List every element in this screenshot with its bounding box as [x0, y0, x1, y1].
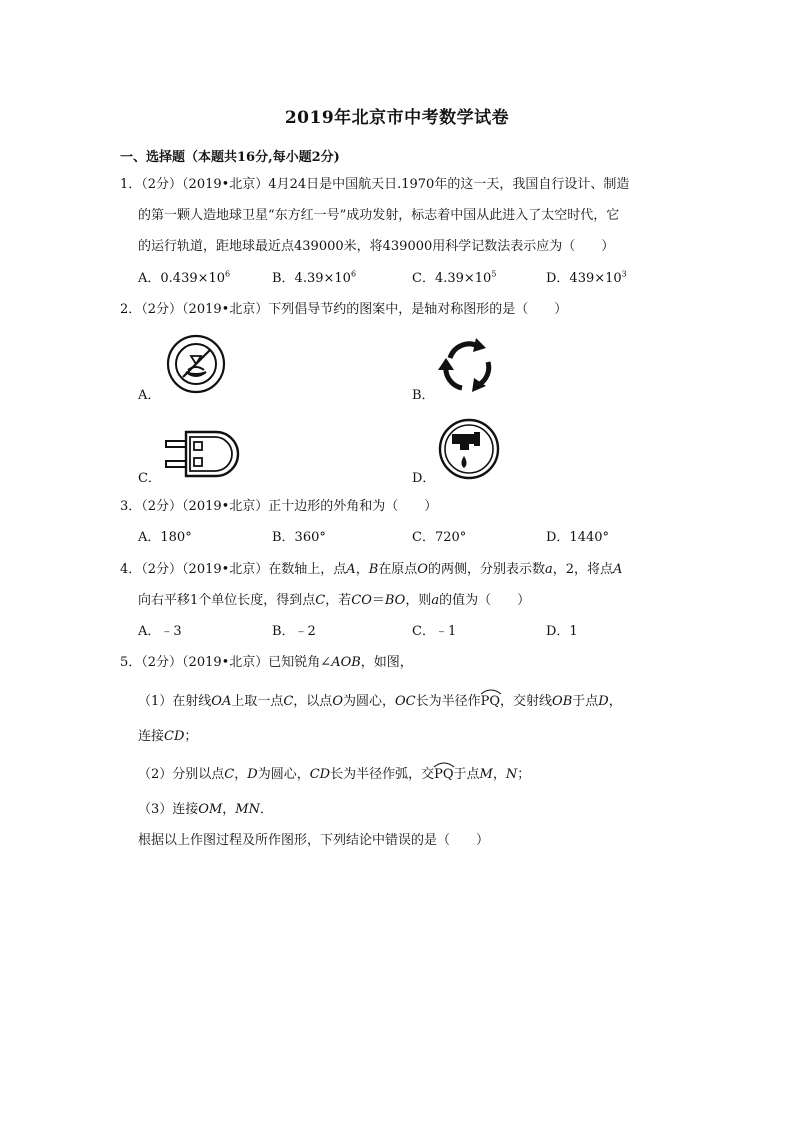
q3-option-c: C．720° — [412, 530, 467, 545]
q5-step1-line1: （1）在射线OA上取一点C，以点O为圆心，OC长为半径作 PQ，交射线OB于点D， — [138, 692, 622, 712]
q3-option-d: D．1440° — [546, 530, 610, 545]
page-title: 2019年北京市中考数学试卷 — [284, 108, 510, 128]
water-tap-icon — [438, 418, 500, 480]
q4-option-b: B．﹣2 — [272, 624, 316, 639]
q5-question: 根据以上作图过程及所作图形，下列结论中错误的是（ ） — [138, 833, 490, 848]
q1-option-a: A．$0.439\times 10^6$ — [138, 269, 231, 286]
q1-option-d: D．$439\times 10^3$ — [546, 269, 627, 286]
q4-option-c: C．﹣1 — [412, 624, 457, 639]
q4-option-a: A．﹣3 — [138, 624, 182, 639]
recycle-arrows-icon — [436, 336, 498, 396]
no-waste-food-icon — [166, 334, 226, 394]
q1-line3: 的运行轨道，距地球最近点439000米，将439000用科学记数法表示应为（ ） — [138, 239, 615, 254]
arc-pq-symbol-2: PQ — [434, 765, 453, 785]
q5-step3: （3）连接OM，MN． — [138, 802, 273, 817]
section-heading: 一、选择题（本题共16分,每小题2分) — [120, 150, 340, 165]
q3-option-b: B．360° — [272, 530, 326, 545]
arc-pq-symbol: PQ — [481, 692, 500, 712]
q2-option-d-label: D． — [412, 471, 436, 486]
q2-line1: 2．（2分）（2019•北京）下列倡导节约的图案中，是轴对称图形的是（ ） — [120, 302, 568, 317]
q1-option-b: B．$4.39\times 10^6$ — [272, 269, 357, 286]
q1-option-c: C．$4.39\times 10^5$ — [412, 269, 497, 286]
q1-line2: 的第一颗人造地球卫星“东方红一号”成功发射，标志着中国从此进入了太空时代，它 — [138, 208, 620, 223]
q1-line1: 1．（2分）（2019•北京）4月24日是中国航天日.1970年的这一天，我国自行设计、制造 — [120, 177, 630, 192]
q4-line1: 4．（2分）（2019•北京）在数轴上，点A，B在原点O的两侧，分别表示数a，2，将点A — [120, 562, 623, 577]
q4-line2: 向右平移1个单位长度，得到点C，若CO＝BO，则a的值为（ ） — [138, 593, 531, 608]
q5-line1: 5．（2分）（2019•北京）已知锐角∠AOB，如图， — [120, 655, 413, 670]
q3-line1: 3．（2分）（2019•北京）正十边形的外角和为（ ） — [120, 499, 438, 514]
q2-option-c-label: C． — [138, 471, 161, 486]
q4-option-d: D．1 — [546, 624, 578, 639]
q5-step2: （2）分别以点C，D为圆心，CD长为半径作弧，交 PQ于点M，N； — [138, 765, 530, 785]
power-plug-icon — [164, 428, 244, 480]
q2-option-a-label: A． — [138, 388, 161, 403]
q5-step1-line2: 连接CD； — [138, 729, 198, 744]
q2-option-b-label: B． — [412, 388, 435, 403]
q3-option-a: A．180° — [138, 530, 192, 545]
